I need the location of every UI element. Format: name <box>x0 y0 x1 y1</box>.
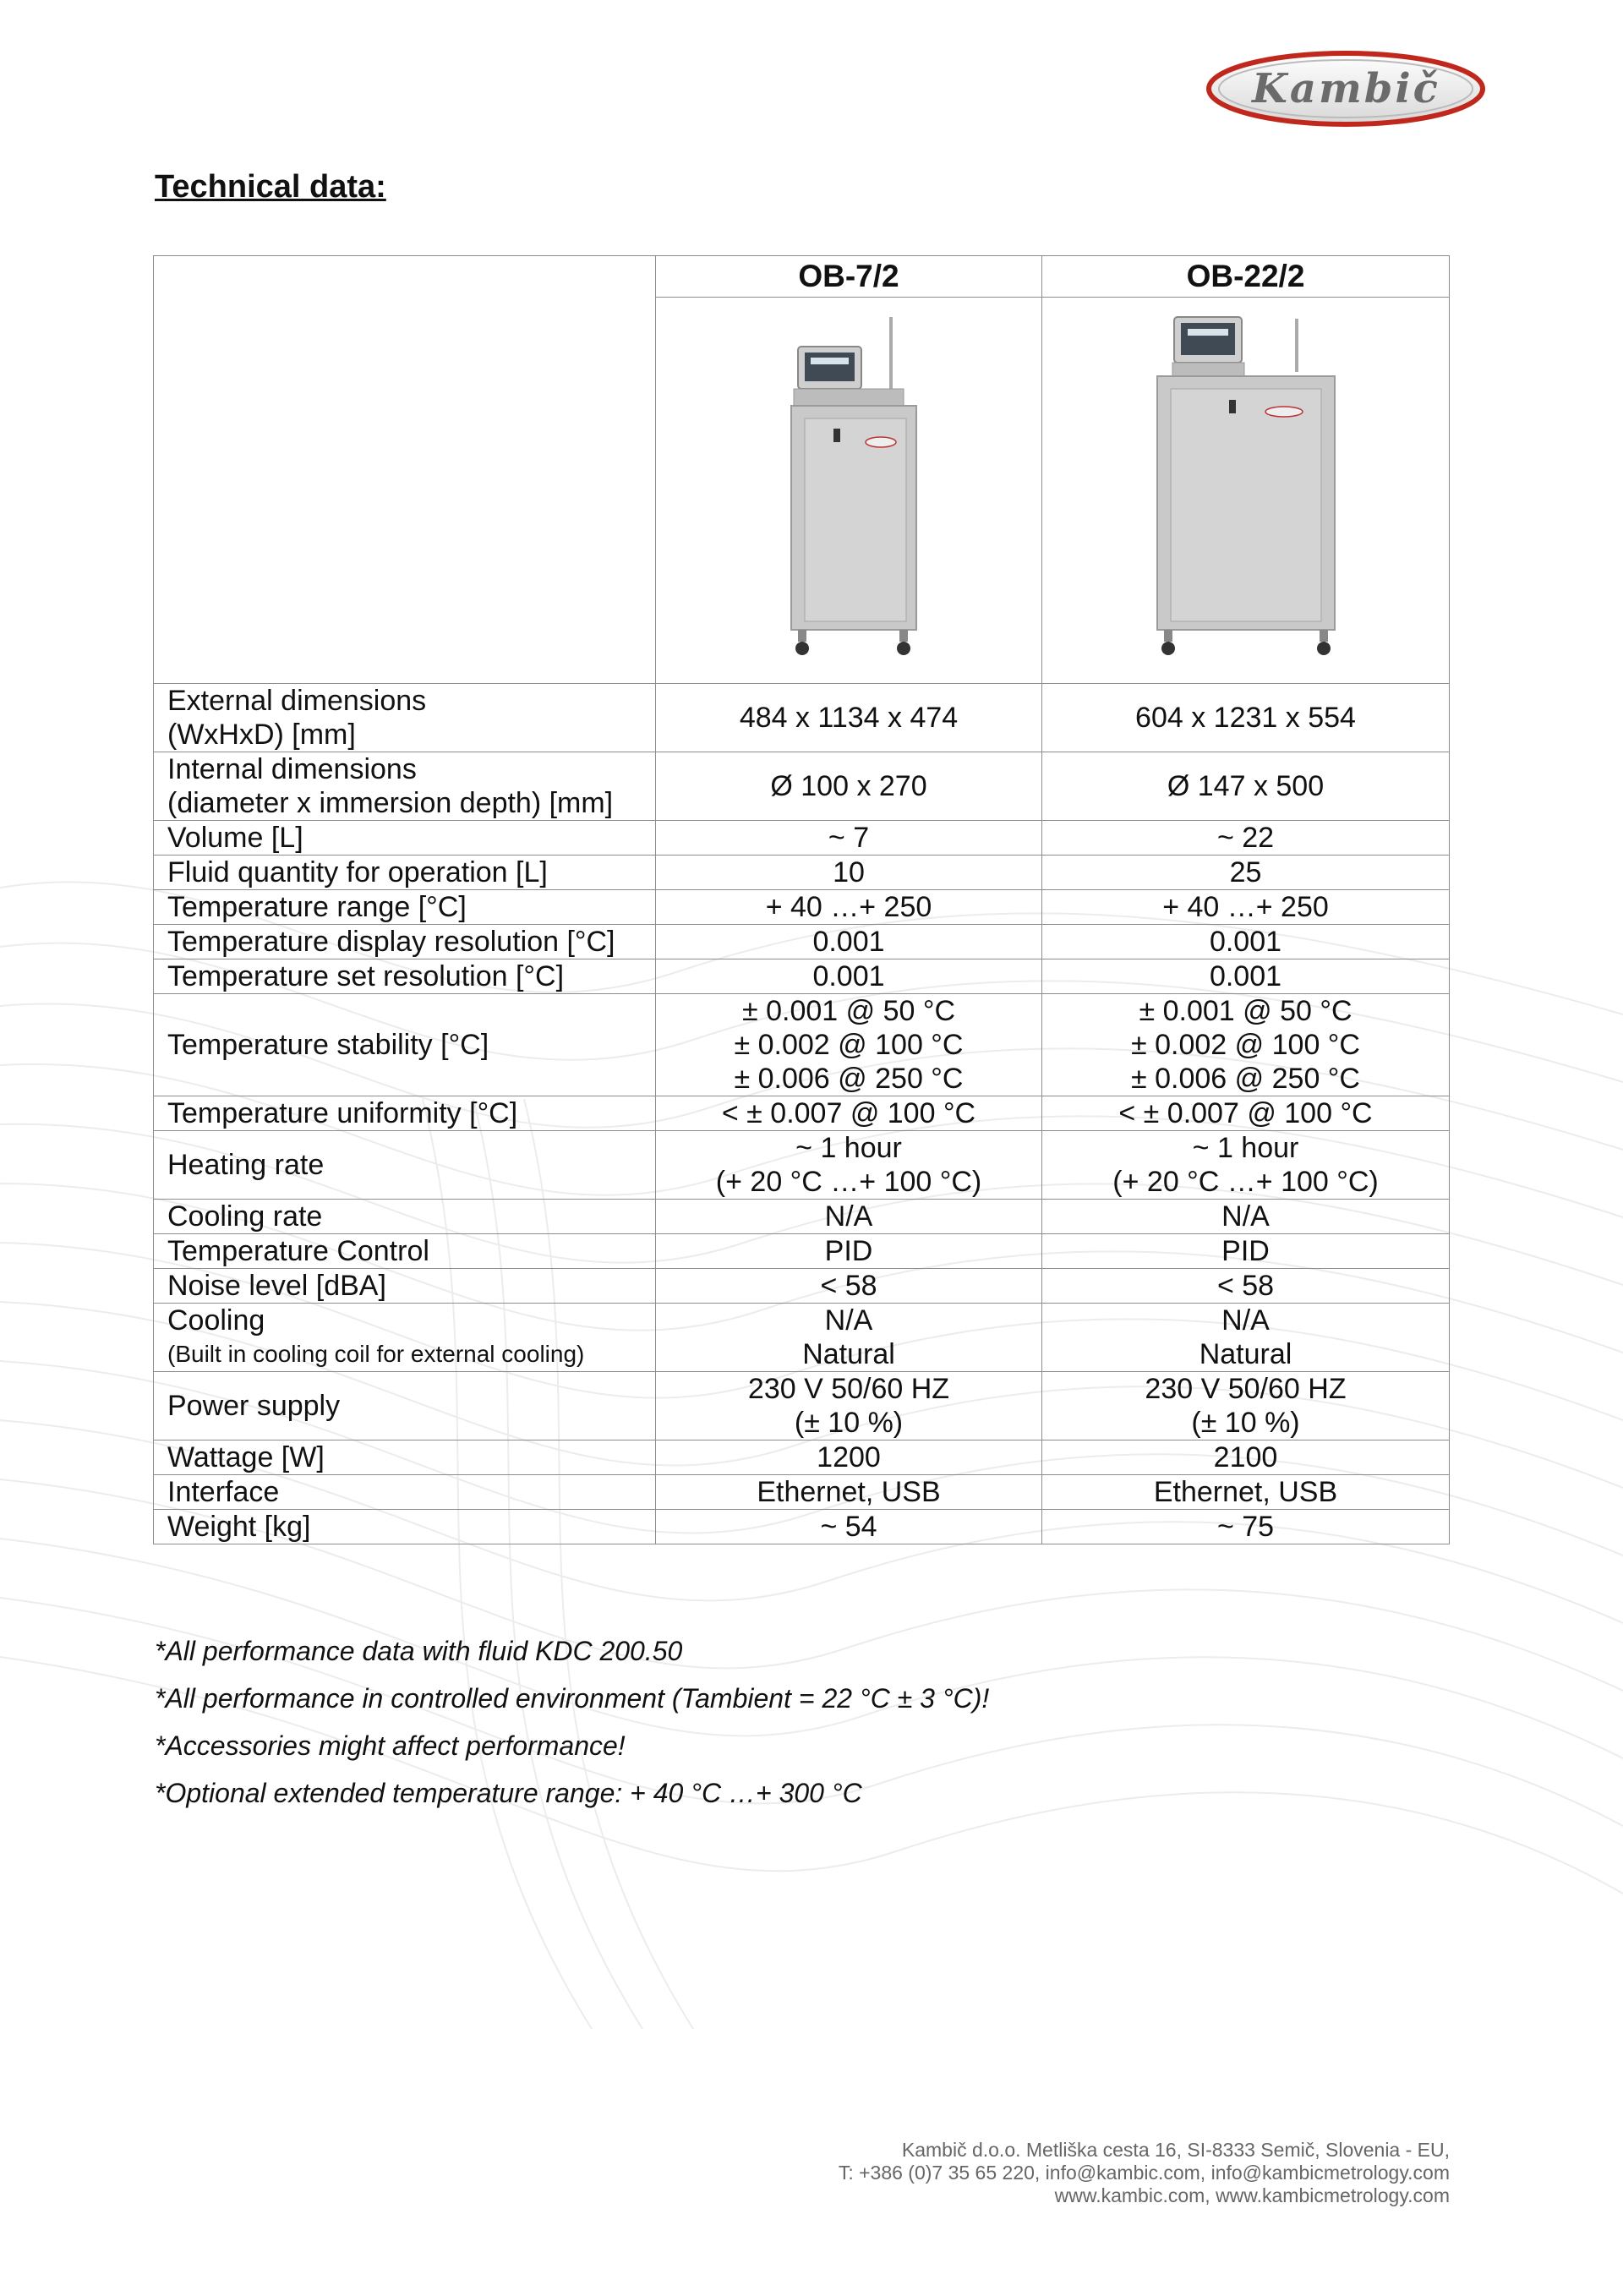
value-line: (+ 20 °C …+ 100 °C) <box>715 1166 982 1198</box>
footer-contact: T: +386 (0)7 35 65 220, info@kambic.com, info@kambicmetrology.com <box>838 2162 1450 2184</box>
value-line: ± 0.002 @ 100 °C <box>734 1029 964 1061</box>
value-ob-7: < 58 <box>656 1269 1042 1304</box>
value-ob-22 <box>1042 994 1450 1096</box>
value-ob-22: < 58 <box>1042 1269 1450 1304</box>
value-ob-7: Ø 100 x 270 <box>656 752 1042 821</box>
table-row <box>154 1131 1450 1200</box>
value-ob-7 <box>656 1304 1042 1372</box>
row-label: Temperature set resolution [°C] <box>154 959 656 994</box>
row-label: Volume [L] <box>154 821 656 856</box>
logo-text: Kambič <box>1252 65 1440 112</box>
row-label: Noise level [dBA] <box>154 1269 656 1304</box>
value-ob-7: Ethernet, USB <box>656 1475 1042 1510</box>
row-label: Wattage [W] <box>154 1440 656 1475</box>
value-ob-7: 1200 <box>656 1440 1042 1475</box>
value-line: (+ 20 °C …+ 100 °C) <box>1112 1166 1379 1198</box>
footnotes <box>155 1636 989 1825</box>
product-image-ob-22 <box>1149 309 1343 672</box>
table-row <box>154 1475 1450 1510</box>
value-ob-22 <box>1042 1131 1450 1200</box>
footer-websites: www.kambic.com, www.kambicmetrology.com <box>1054 2184 1450 2206</box>
value-ob-7: < ± 0.007 @ 100 °C <box>656 1096 1042 1131</box>
value-ob-22: 25 <box>1042 856 1450 890</box>
value-line: ~ 1 hour <box>1192 1132 1299 1164</box>
table-row <box>154 1234 1450 1269</box>
table-row <box>154 684 1450 752</box>
table-row <box>154 752 1450 821</box>
row-label: Temperature display resolution [°C] <box>154 925 656 959</box>
row-label: Temperature range [°C] <box>154 890 656 925</box>
table-row <box>154 821 1450 856</box>
table-row <box>154 890 1450 925</box>
value-line: Natural <box>1199 1338 1292 1370</box>
value-line: ± 0.001 @ 50 °C <box>741 995 955 1027</box>
value-ob-7: 484 x 1134 x 474 <box>656 684 1042 752</box>
label-line: Internal dimensions <box>167 753 417 785</box>
value-ob-7 <box>656 1131 1042 1200</box>
table-row <box>154 1304 1450 1372</box>
value-ob-7: 0.001 <box>656 959 1042 994</box>
value-line: ± 0.006 @ 250 °C <box>734 1063 964 1095</box>
label-line: (WxHxD) [mm] <box>167 719 356 751</box>
value-ob-22: + 40 …+ 250 <box>1042 890 1450 925</box>
value-ob-22: 0.001 <box>1042 959 1450 994</box>
value-line: ~ 1 hour <box>795 1132 902 1164</box>
table-row <box>154 959 1450 994</box>
company-footer <box>839 2139 1450 2207</box>
row-label: Temperature Control <box>154 1234 656 1269</box>
value-ob-7 <box>656 994 1042 1096</box>
table-header-row <box>154 256 1450 298</box>
value-ob-22 <box>1042 1372 1450 1440</box>
value-line: Natural <box>802 1338 895 1370</box>
table-row <box>154 1269 1450 1304</box>
table-row <box>154 925 1450 959</box>
model-header-ob-22: OB-22/2 <box>1042 256 1450 298</box>
value-ob-7: 0.001 <box>656 925 1042 959</box>
value-line: ± 0.002 @ 100 °C <box>1131 1029 1360 1061</box>
label-line: (diameter x immersion depth) [mm] <box>167 787 614 819</box>
footnote: *Optional extended temperature range: + 40 °C …+ 300 °C <box>155 1778 862 1808</box>
footnote: *All performance in controlled environment (Tambient = 22 °C ± 3 °C)! <box>155 1683 990 1714</box>
row-label: Heating rate <box>154 1131 656 1200</box>
footnote: *All performance data with fluid KDC 200.50 <box>155 1636 683 1666</box>
value-line: N/A <box>1221 1304 1270 1337</box>
value-ob-22 <box>1042 1304 1450 1372</box>
value-ob-7 <box>656 1372 1042 1440</box>
row-label <box>154 684 656 752</box>
technical-data-table <box>153 255 1450 1544</box>
value-ob-7: + 40 …+ 250 <box>656 890 1042 925</box>
value-ob-22: ~ 75 <box>1042 1510 1450 1544</box>
value-ob-7: N/A <box>656 1200 1042 1234</box>
table-row <box>154 1372 1450 1440</box>
product-image-cell-ob-22 <box>1042 298 1450 684</box>
value-line: N/A <box>824 1304 873 1337</box>
table-row <box>154 856 1450 890</box>
row-label: Fluid quantity for operation [L] <box>154 856 656 890</box>
value-ob-7: 10 <box>656 856 1042 890</box>
row-label <box>154 752 656 821</box>
value-line: (± 10 %) <box>794 1407 904 1439</box>
value-ob-7: ~ 54 <box>656 1510 1042 1544</box>
footnote: *Accessories might affect performance! <box>155 1730 626 1761</box>
row-label: Power supply <box>154 1372 656 1440</box>
value-ob-22: Ø 147 x 500 <box>1042 752 1450 821</box>
row-label: Weight [kg] <box>154 1510 656 1544</box>
row-label: Interface <box>154 1475 656 1510</box>
value-ob-22: 604 x 1231 x 554 <box>1042 684 1450 752</box>
product-image-ob-7 <box>764 309 933 672</box>
value-ob-22: 0.001 <box>1042 925 1450 959</box>
value-ob-22: N/A <box>1042 1200 1450 1234</box>
row-label: Temperature uniformity [°C] <box>154 1096 656 1131</box>
table-row <box>154 1200 1450 1234</box>
empty-header-cell <box>154 256 656 684</box>
product-image-cell-ob-7 <box>656 298 1042 684</box>
table-row <box>154 994 1450 1096</box>
value-ob-7: ~ 7 <box>656 821 1042 856</box>
page-title: Technical data: <box>155 169 386 205</box>
label-line: External dimensions <box>167 685 427 717</box>
value-line: 230 V 50/60 HZ <box>1145 1373 1347 1405</box>
value-ob-22: PID <box>1042 1234 1450 1269</box>
value-line: 230 V 50/60 HZ <box>747 1373 950 1405</box>
row-label <box>154 1304 656 1372</box>
label-note: (Built in cooling coil for external cooling) <box>167 1341 585 1367</box>
table-row <box>154 1440 1450 1475</box>
value-ob-22: Ethernet, USB <box>1042 1475 1450 1510</box>
row-label: Cooling rate <box>154 1200 656 1234</box>
footer-address: Kambič d.o.o. Metliška cesta 16, SI-8333 Semič, Slovenia - EU, <box>901 2139 1450 2161</box>
kambic-logo <box>1205 46 1488 131</box>
value-ob-22: 2100 <box>1042 1440 1450 1475</box>
value-ob-7: PID <box>656 1234 1042 1269</box>
row-label: Temperature stability [°C] <box>154 994 656 1096</box>
label-line: Cooling <box>167 1304 265 1337</box>
value-ob-22: < ± 0.007 @ 100 °C <box>1042 1096 1450 1131</box>
model-header-ob-7: OB-7/2 <box>656 256 1042 298</box>
table-row <box>154 1096 1450 1131</box>
value-ob-22: ~ 22 <box>1042 821 1450 856</box>
value-line: ± 0.006 @ 250 °C <box>1131 1063 1360 1095</box>
table-row <box>154 1510 1450 1544</box>
value-line: (± 10 %) <box>1191 1407 1300 1439</box>
value-line: ± 0.001 @ 50 °C <box>1139 995 1352 1027</box>
